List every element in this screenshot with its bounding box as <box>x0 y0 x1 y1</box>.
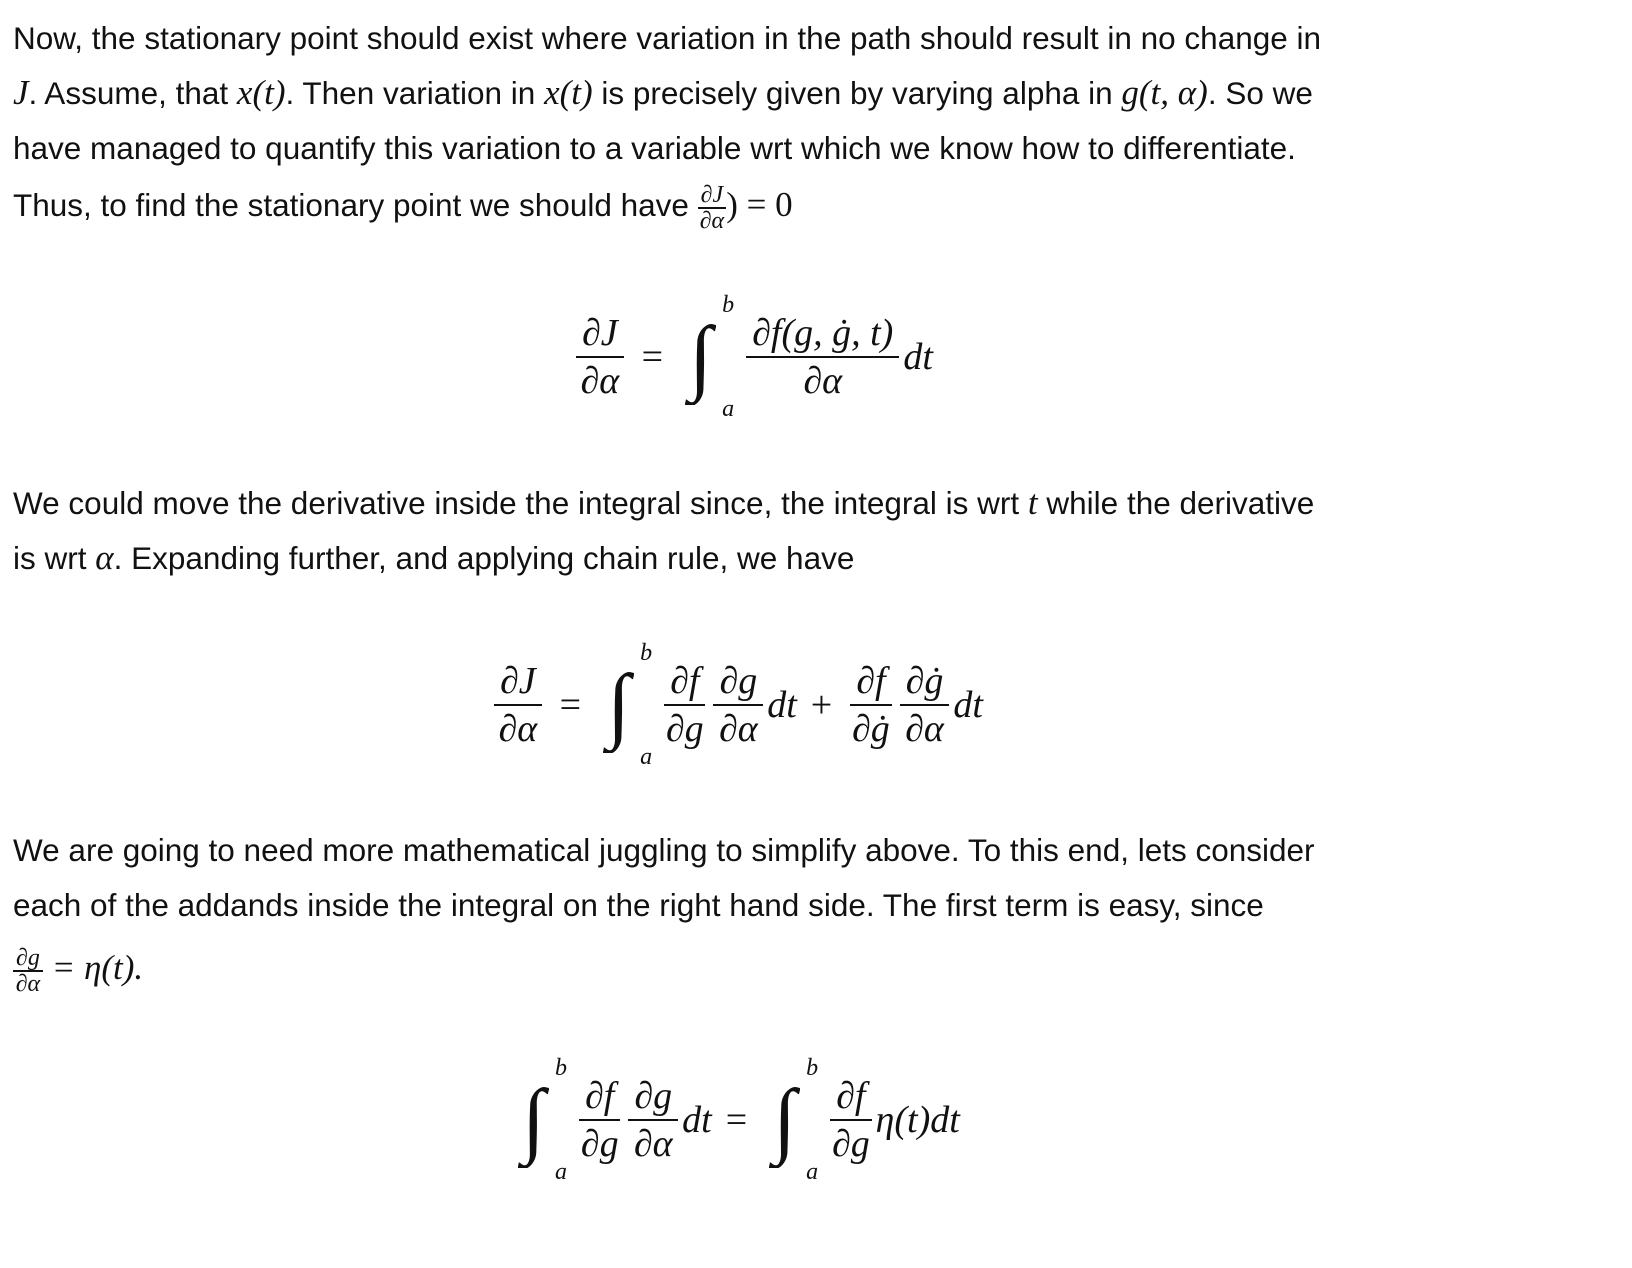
lower-limit: a <box>806 1159 819 1185</box>
numerator: ∂J <box>494 658 542 706</box>
text: . Then variation in <box>285 75 545 111</box>
denominator: ∂α <box>498 708 538 750</box>
math-alpha: α <box>95 538 114 577</box>
integral-sign: ∫ b a <box>773 1055 819 1185</box>
paragraph-2-line-2 <box>13 533 854 583</box>
plus-sign: + <box>810 684 833 726</box>
denominator: ∂α <box>905 708 944 750</box>
math-x-of-t: x(t) <box>236 73 286 112</box>
paragraph-1-line-2 <box>13 68 1313 118</box>
differential: dt <box>682 1099 712 1141</box>
text: while the derivative <box>1037 485 1315 521</box>
text: . Expanding further, and applying chain rule, we have <box>113 540 855 576</box>
fraction <box>628 1073 678 1167</box>
text: Thus, to find the stationary point we should have <box>13 187 698 223</box>
denominator: ∂g <box>665 708 704 750</box>
paragraph-3-line-2: each of the addands inside the integral on the right hand side. The first term is easy, since <box>13 887 1264 923</box>
upper-limit: b <box>722 292 735 318</box>
denominator: ∂g <box>831 1123 870 1165</box>
denominator: ∂ġ <box>852 708 890 750</box>
denominator: ∂α <box>15 970 41 997</box>
integral-sign: ∫ b a <box>522 1055 568 1185</box>
lower-limit: a <box>555 1159 568 1185</box>
numerator: ∂g <box>713 658 763 706</box>
lhs-fraction <box>576 310 624 404</box>
integral-sign: ∫ b a <box>607 640 653 770</box>
denominator: ∂α <box>699 207 725 234</box>
numerator: ∂g <box>13 946 43 972</box>
numerator: ∂f <box>850 658 891 706</box>
numerator: ∂f <box>579 1073 620 1121</box>
integrand-fraction <box>746 310 899 404</box>
upper-limit: b <box>555 1055 568 1081</box>
text: is precisely given by varying alpha in <box>592 75 1122 111</box>
upper-limit: b <box>640 640 653 666</box>
numerator: ∂J <box>576 310 624 358</box>
math-equals-zero: ) = 0 <box>726 185 793 224</box>
fraction <box>850 658 891 752</box>
numerator: ∂g <box>628 1073 678 1121</box>
numerator: ∂f(g, ġ, t) <box>746 310 899 358</box>
equals-sign: = <box>641 336 664 378</box>
math-t: t <box>1027 483 1038 522</box>
integral-sign: ∫ b a <box>689 292 735 422</box>
text: We could move the derivative inside the integral since, the integral is wrt <box>13 485 1028 521</box>
denominator: ∂α <box>580 360 620 402</box>
text: is wrt <box>13 540 96 576</box>
paragraph-1-line-4 <box>13 180 793 234</box>
paragraph-3-line-1: We are going to need more mathematical juggling to simplify above. To this end, lets consider <box>13 832 1315 868</box>
equation-3 <box>510 1055 960 1185</box>
denominator: ∂α <box>718 708 758 750</box>
numerator: ∂J <box>698 183 727 209</box>
differential: dt <box>767 684 797 726</box>
differential: dt <box>953 684 983 726</box>
denominator: ∂α <box>633 1123 673 1165</box>
lower-limit: a <box>640 744 653 770</box>
upper-limit: b <box>806 1055 819 1081</box>
math-equals-eta: = η(t). <box>42 948 144 987</box>
paragraph-1-line-3: have managed to quantify this variation to a variable wrt which we know how to differentiate. <box>13 130 1296 166</box>
text: . So we <box>1207 75 1313 111</box>
math-J: J <box>13 73 29 112</box>
equals-sign: = <box>559 684 582 726</box>
inline-fraction <box>698 183 727 233</box>
math-g-of-t-alpha: g(t, α) <box>1121 73 1208 112</box>
fraction <box>900 658 950 752</box>
differential: dt <box>903 336 933 378</box>
math-x-of-t: x(t) <box>544 73 593 112</box>
text: . Assume, that <box>28 75 237 111</box>
fraction <box>664 658 705 752</box>
equals-sign: = <box>725 1099 748 1141</box>
denominator: ∂g <box>580 1123 619 1165</box>
equation-2 <box>490 640 983 770</box>
fraction <box>713 658 763 752</box>
denominator: ∂α <box>803 360 843 402</box>
paragraph-1-line-1: Now, the stationary point should exist where variation in the path should result in no change in <box>13 20 1322 56</box>
numerator: ∂f <box>664 658 705 706</box>
equation-1 <box>572 292 933 422</box>
fraction <box>830 1073 871 1167</box>
numerator: ∂f <box>830 1073 871 1121</box>
numerator: ∂ġ <box>900 658 950 706</box>
lower-limit: a <box>722 396 735 422</box>
lhs-fraction <box>494 658 542 752</box>
paragraph-2-line-1 <box>13 478 1314 528</box>
paragraph-3-line-3 <box>13 943 144 997</box>
inline-fraction <box>13 946 43 996</box>
fraction <box>579 1073 620 1167</box>
eta-t-dt: η(t)dt <box>875 1099 960 1141</box>
